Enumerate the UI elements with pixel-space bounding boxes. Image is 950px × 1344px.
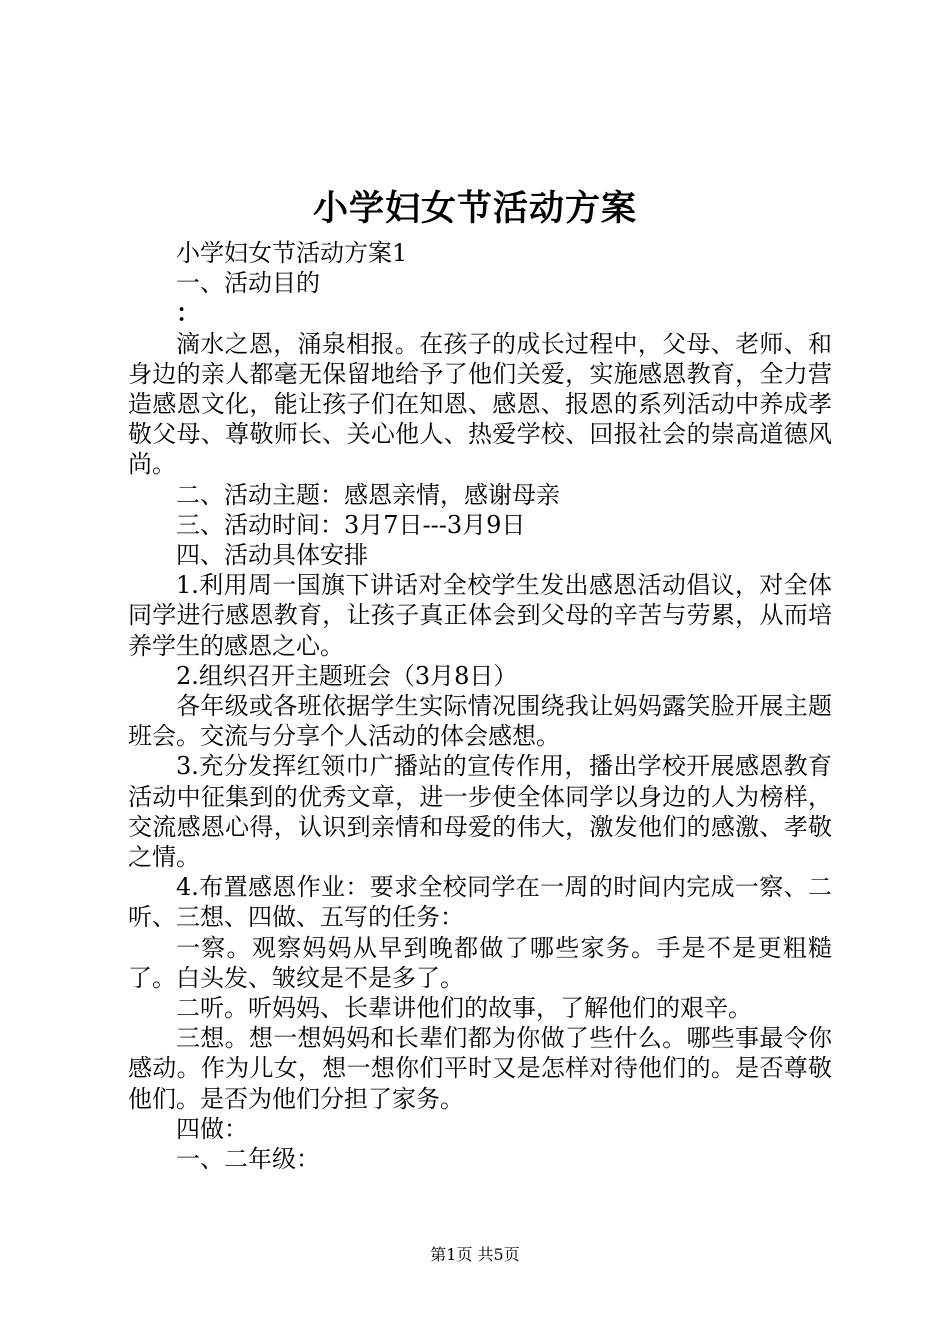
paragraph-item-2-detail: 各年级或各班依据学生实际情况围绕我让妈妈露笑脸开展主题班会。交流与分享个人活动的体会感想。 [128, 692, 832, 751]
document-body [128, 238, 832, 1174]
paragraph-colon: ： [176, 298, 200, 328]
paragraph-item-3: 3.充分发挥红领巾广播站的宣传作用，播出学校开展感恩教育活动中征集到的优秀文章，进一步使全体同学以身边的人为榜样，交流感恩心得，认识到亲情和母爱的伟大，激发他们的感激、孝敬之情。 [128, 752, 832, 872]
paragraph-section-1-heading: 一、活动目的 [176, 269, 320, 298]
document-title: 小学妇女节活动方案 [312, 188, 637, 229]
paragraph-subtitle: 小学妇女节活动方案1 [176, 239, 408, 267]
paragraph-think: 三想。想一想妈妈和长辈们都为你做了些什么。哪些事最令你感动。作为儿女，想一想你们平时又是怎样对待他们的。是否尊敬他们。是否为他们分担了家务。 [128, 1024, 832, 1113]
paragraph-listen: 二听。听妈妈、长辈讲他们的故事，了解他们的艰辛。 [176, 994, 752, 1023]
page-footer: 第1页 共5页 [430, 1245, 520, 1264]
paragraph-theme: 二、活动主题：感恩亲情，感谢母亲 [176, 480, 560, 509]
paragraph-do: 四做： [176, 1114, 248, 1143]
paragraph-observe: 一察。观察妈妈从早到晚都做了哪些家务。手是不是更粗糙了。白头发、皱纹是不是多了。 [128, 933, 832, 992]
paragraph-time: 三、活动时间：3月7日---3月9日 [176, 510, 526, 539]
paragraph-item-4: 4.布置感恩作业：要求全校同学在一周的时间内完成一察、二听、三想、四做、五写的任务： [128, 873, 832, 932]
paragraph-item-1: 1.利用周一国旗下讲话对全校学生发出感恩活动倡议，对全体同学进行感恩教育，让孩子真正体会到父母的辛苦与劳累，从而培养学生的感恩之心。 [128, 571, 832, 660]
paragraph-section-4-heading: 四、活动具体安排 [176, 541, 368, 570]
paragraph-purpose: 滴水之恩，涌泉相报。在孩子的成长过程中，父母、老师、和身边的亲人都毫无保留地给予了他们关爱，实施感恩教育，全力营造感恩文化，能让孩子们在知恩、感恩、报恩的系列活动中养成孝敬父母、尊敬师长、关心他人、热爱学校、回报社会的崇高道德风尚。 [128, 329, 832, 479]
paragraph-item-2: 2.组织召开主题班会（3月8日） [176, 661, 518, 690]
paragraph-grade-1-2: 一、二年级： [176, 1145, 320, 1174]
